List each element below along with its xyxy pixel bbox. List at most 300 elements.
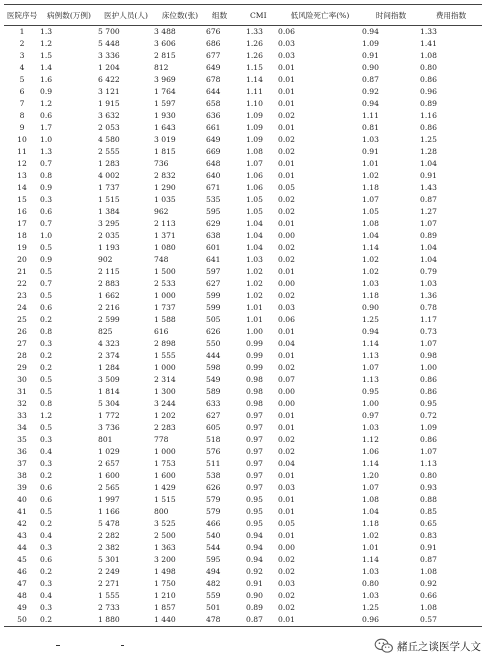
cell-beds: 2 283 [154, 423, 176, 432]
cell-cost-index: 1.07 [420, 219, 437, 228]
table-row [4, 434, 482, 446]
table-row [4, 266, 482, 278]
cell-beds: 1 429 [154, 483, 176, 492]
cell-cost-index: 0.80 [420, 63, 437, 72]
cell-cost-index: 0.80 [420, 471, 437, 480]
table-row [4, 146, 482, 158]
cell-beds: 2 314 [154, 375, 176, 384]
cell-low-risk-mortality: 0.01 [278, 507, 295, 516]
cell-time-index: 1.01 [362, 543, 379, 552]
cell-groups: 595 [206, 555, 221, 564]
cell-cost-index: 1.41 [420, 39, 437, 48]
cell-hospital-no: 32 [17, 399, 27, 408]
cell-groups: 669 [206, 147, 221, 156]
cell-hospital-no: 5 [19, 75, 25, 84]
cell-cases: 0.5 [40, 267, 53, 276]
cell-cmi: 1.10 [246, 99, 263, 108]
cell-cases: 0.2 [40, 614, 98, 627]
cell-cases: 0.7 [40, 159, 53, 168]
table-row [4, 314, 482, 326]
cell-cost-index: 1.28 [420, 147, 437, 156]
table-row [4, 494, 482, 506]
cell-beds: 1 500 [154, 267, 176, 276]
cell-low-risk-mortality: 0.01 [278, 614, 362, 627]
cell-cmi: 1.15 [246, 63, 263, 72]
cell-time-index: 0.94 [362, 99, 379, 108]
cell-cases: 0.5 [40, 387, 53, 396]
cell-time-index: 1.12 [362, 435, 379, 444]
cell-groups: 518 [206, 435, 221, 444]
table-row [4, 350, 482, 362]
cell-time-index: 1.06 [362, 447, 379, 456]
cell-cases: 0.6 [40, 111, 53, 120]
cell-staff: 1 166 [98, 507, 120, 516]
table-row [4, 302, 482, 314]
cell-beds: 2 533 [154, 279, 176, 288]
table-row [4, 206, 482, 218]
cell-cost-index: 0.65 [420, 519, 437, 528]
cell-staff: 5 448 [98, 39, 120, 48]
cell-beds: 778 [154, 435, 169, 444]
watermark-text: 赭丘之谈医学人文 [397, 640, 481, 653]
cell-hospital-no: 2 [19, 39, 25, 48]
cell-staff: 1 204 [98, 63, 120, 72]
cell-low-risk-mortality: 0.02 [278, 567, 295, 576]
cell-staff: 1 997 [98, 495, 120, 504]
cell-time-index: 1.04 [362, 231, 379, 240]
cell-cases: 0.4 [40, 531, 53, 540]
cell-cmi: 1.09 [246, 123, 263, 132]
cell-beds: 1 000 [154, 447, 176, 456]
cell-low-risk-mortality: 0.03 [278, 303, 295, 312]
table-row [4, 398, 482, 410]
cell-cost-index: 0.86 [420, 75, 437, 84]
cell-hospital-no: 3 [19, 51, 25, 60]
cell-staff: 3 509 [98, 375, 120, 384]
cell-cmi: 1.04 [246, 243, 263, 252]
cell-hospital-no: 19 [17, 243, 27, 252]
cell-hospital-no: 18 [17, 231, 27, 240]
cell-groups: 550 [206, 339, 221, 348]
cell-groups: 686 [206, 39, 221, 48]
cell-groups: 595 [206, 207, 221, 216]
cell-groups: 648 [206, 159, 221, 168]
cell-groups: 589 [206, 387, 221, 396]
cell-low-risk-mortality: 0.02 [278, 363, 295, 372]
cell-time-index: 0.97 [362, 411, 379, 420]
table-row [4, 338, 482, 350]
cell-low-risk-mortality: 0.02 [278, 111, 295, 120]
table-row [4, 182, 482, 194]
cell-beds: 1 753 [154, 459, 176, 468]
table-row [4, 470, 482, 482]
cell-time-index: 1.05 [362, 207, 379, 216]
cell-cmi: 0.94 [246, 531, 263, 540]
cell-cases: 0.3 [40, 339, 53, 348]
cell-hospital-no: 41 [17, 507, 27, 516]
cell-time-index: 1.01 [362, 159, 379, 168]
cell-groups: 626 [206, 483, 221, 492]
cell-cmi: 1.33 [246, 27, 263, 36]
cell-cost-index: 0.87 [420, 555, 437, 564]
cell-groups: 661 [206, 123, 221, 132]
cell-cost-index: 0.89 [420, 99, 437, 108]
cell-groups: 678 [206, 75, 221, 84]
cell-time-index: 1.25 [362, 603, 379, 612]
cell-time-index: 0.91 [362, 51, 379, 60]
cell-cases: 0.3 [40, 195, 53, 204]
cell-groups: 640 [206, 171, 221, 180]
cell-hospital-no: 50 [4, 614, 40, 627]
cell-groups: 549 [206, 375, 221, 384]
cell-low-risk-mortality: 0.03 [278, 483, 295, 492]
table-row [4, 602, 482, 614]
cell-cost-index: 0.89 [420, 231, 437, 240]
cell-groups: 605 [206, 423, 221, 432]
cell-low-risk-mortality: 0.02 [278, 555, 295, 564]
cell-time-index: 1.03 [362, 279, 379, 288]
cell-cmi: 0.99 [246, 339, 263, 348]
cell-cases: 1.3 [40, 27, 53, 36]
cell-groups: 599 [206, 303, 221, 312]
cell-cases: 0.6 [40, 495, 53, 504]
cell-low-risk-mortality: 0.02 [278, 591, 295, 600]
cell-hospital-no: 16 [17, 207, 27, 216]
cell-groups: 649 [206, 135, 221, 144]
cell-time-index: 1.14 [362, 459, 379, 468]
cell-staff: 2 216 [98, 303, 120, 312]
cell-cmi: 0.94 [246, 555, 263, 564]
cell-beds: 1 035 [154, 195, 176, 204]
cell-cases: 0.9 [40, 87, 53, 96]
cell-cases: 0.2 [40, 351, 53, 360]
table-row [4, 62, 482, 74]
cell-time-index: 1.13 [362, 375, 379, 384]
cell-cases: 0.7 [40, 279, 53, 288]
cell-staff: 2 883 [98, 279, 120, 288]
cell-cmi: 0.98 [246, 387, 263, 396]
cell-time-index: 1.11 [362, 111, 379, 120]
cell-time-index: 1.18 [362, 291, 379, 300]
cell-cost-index: 0.98 [420, 351, 437, 360]
table-row [4, 386, 482, 398]
table-row [4, 326, 482, 338]
cell-beds: 3 019 [154, 135, 176, 144]
cell-hospital-no: 4 [19, 63, 25, 72]
table-row [4, 518, 482, 530]
cell-cost-index: 1.36 [420, 291, 437, 300]
cell-groups: 627 [206, 411, 221, 420]
cell-beds: 2 815 [154, 51, 176, 60]
cell-low-risk-mortality: 0.02 [278, 603, 295, 612]
table-body [4, 26, 482, 627]
cell-beds: 1 750 [154, 579, 176, 588]
table-row [4, 362, 482, 374]
table-row [4, 542, 482, 554]
cell-cost-index: 1.17 [420, 315, 437, 324]
cell-groups: 638 [206, 231, 221, 240]
cell-time-index: 0.92 [362, 87, 379, 96]
cell-low-risk-mortality: 0.02 [278, 147, 295, 156]
cell-hospital-no: 23 [17, 291, 27, 300]
cell-cost-index: 1.04 [420, 255, 437, 264]
table-row [4, 230, 482, 242]
cell-cmi: 1.02 [246, 279, 263, 288]
cell-hospital-no: 15 [17, 195, 27, 204]
cell-cases: 0.3 [40, 543, 53, 552]
cell-hospital-no: 14 [17, 183, 27, 192]
cell-staff: 2 374 [98, 351, 120, 360]
cell-staff: 2 115 [98, 267, 120, 276]
cell-beds: 1 080 [154, 243, 176, 252]
cell-groups: 601 [206, 243, 221, 252]
cell-time-index: 1.14 [362, 339, 379, 348]
cell-hospital-no: 31 [17, 387, 27, 396]
cell-low-risk-mortality: 0.04 [278, 459, 295, 468]
cell-staff: 2 555 [98, 147, 120, 156]
cell-cost-index: 0.73 [420, 327, 437, 336]
cell-low-risk-mortality: 0.07 [278, 375, 295, 384]
cell-groups: 649 [206, 63, 221, 72]
cell-low-risk-mortality: 0.01 [278, 411, 295, 420]
cell-staff: 1 814 [98, 387, 120, 396]
cell-cost-index: 1.43 [420, 183, 437, 192]
cell-cases: 0.5 [40, 375, 53, 384]
cell-beds: 1 300 [154, 387, 176, 396]
cell-groups: 626 [206, 327, 221, 336]
cell-staff: 1 193 [98, 243, 120, 252]
cell-cmi: 1.01 [246, 315, 263, 324]
cell-groups: 636 [206, 111, 221, 120]
cell-groups: 535 [206, 195, 221, 204]
cell-hospital-no: 35 [17, 435, 27, 444]
cell-beds: 1 597 [154, 99, 176, 108]
cell-groups: 641 [206, 255, 221, 264]
cell-low-risk-mortality: 0.01 [278, 327, 295, 336]
cell-time-index: 0.95 [362, 387, 379, 396]
cell-low-risk-mortality: 0.00 [278, 387, 295, 396]
cell-staff: 3 632 [98, 111, 120, 120]
cell-time-index: 0.94 [362, 27, 379, 36]
cell-time-index: 1.08 [362, 219, 379, 228]
cell-cmi: 0.97 [246, 435, 263, 444]
cell-cmi: 1.01 [246, 303, 263, 312]
cell-cases: 0.4 [40, 447, 53, 456]
cell-cases: 1.6 [40, 75, 53, 84]
footer-mark [121, 645, 124, 646]
cell-beds: 1 600 [154, 471, 176, 480]
cell-cost-index: 1.08 [420, 51, 437, 60]
cell-groups: 576 [206, 447, 221, 456]
cell-cmi: 0.95 [246, 507, 263, 516]
cell-staff: 5 478 [98, 519, 120, 528]
cell-time-index: 1.02 [362, 255, 379, 264]
cell-beds: 2 898 [154, 339, 176, 348]
cell-low-risk-mortality: 0.05 [278, 183, 295, 192]
cell-low-risk-mortality: 0.00 [278, 543, 295, 552]
cell-hospital-no: 38 [17, 471, 27, 480]
cell-low-risk-mortality: 0.03 [278, 51, 295, 60]
cell-cost-index: 0.86 [420, 123, 437, 132]
cell-cases: 0.6 [40, 303, 53, 312]
cell-groups: 633 [206, 399, 221, 408]
cell-cases: 0.3 [40, 579, 53, 588]
cell-time-index: 1.02 [362, 531, 379, 540]
cell-cmi: 0.94 [246, 543, 263, 552]
cell-time-index: 0.96 [362, 614, 420, 627]
table-row [4, 554, 482, 566]
cell-beds: 1 000 [154, 291, 176, 300]
cell-cmi: 0.99 [246, 363, 263, 372]
cell-cmi: 1.08 [246, 147, 263, 156]
cell-hospital-no: 1 [19, 27, 25, 36]
cell-beds: 1 764 [154, 87, 176, 96]
cell-staff: 3 736 [98, 423, 120, 432]
cell-staff: 3 121 [98, 87, 120, 96]
table-row [4, 98, 482, 110]
cell-low-risk-mortality: 0.02 [278, 435, 295, 444]
table-row [4, 446, 482, 458]
cell-cases: 1.3 [40, 147, 53, 156]
cell-cases: 1.5 [40, 51, 53, 60]
cell-cost-index: 1.16 [420, 111, 437, 120]
cell-low-risk-mortality: 0.00 [278, 399, 295, 408]
cell-hospital-no: 43 [17, 531, 27, 540]
cell-groups: 444 [206, 351, 221, 360]
cell-beds: 1 555 [154, 351, 176, 360]
cell-cost-index: 0.87 [420, 195, 437, 204]
cell-cost-index: 0.78 [420, 303, 437, 312]
cell-staff: 2 565 [98, 483, 120, 492]
cell-hospital-no: 37 [17, 459, 27, 468]
cell-cases: 0.8 [40, 171, 53, 180]
footer-mark [56, 645, 60, 646]
header-time-index: 时间指数 [362, 5, 420, 26]
cell-hospital-no: 21 [17, 267, 27, 276]
cell-staff: 801 [98, 435, 113, 444]
cell-cases: 0.6 [40, 483, 53, 492]
cell-low-risk-mortality: 0.02 [278, 135, 295, 144]
cell-hospital-no: 40 [17, 495, 27, 504]
cell-beds: 1 737 [154, 303, 176, 312]
cell-beds: 616 [154, 327, 169, 336]
cell-low-risk-mortality: 0.01 [278, 471, 295, 480]
cell-cmi: 0.97 [246, 483, 263, 492]
cell-groups: 579 [206, 495, 221, 504]
cell-cost-index: 1.27 [420, 207, 437, 216]
cell-cmi: 0.91 [246, 579, 263, 588]
header-cmi: CMI [246, 5, 278, 26]
table-row [4, 530, 482, 542]
cell-time-index: 1.03 [362, 423, 379, 432]
cell-staff: 902 [98, 255, 113, 264]
header-cases: 病例数(万例) [40, 5, 98, 26]
cell-time-index: 0.90 [362, 303, 379, 312]
cell-staff: 825 [98, 327, 113, 336]
cell-cost-index: 0.95 [420, 399, 437, 408]
cell-staff: 1 880 [98, 614, 154, 627]
cell-cmi: 0.95 [246, 495, 263, 504]
cell-staff: 2 599 [98, 315, 120, 324]
cell-cmi: 1.09 [246, 135, 263, 144]
cell-cmi: 1.26 [246, 39, 263, 48]
cell-low-risk-mortality: 0.06 [278, 315, 295, 324]
cell-time-index: 1.03 [362, 135, 379, 144]
cell-low-risk-mortality: 0.03 [278, 579, 295, 588]
cell-cases: 0.4 [40, 591, 53, 600]
cell-cmi: 0.90 [246, 591, 263, 600]
table-row [4, 74, 482, 86]
cell-cost-index: 1.04 [420, 159, 437, 168]
cell-time-index: 1.07 [362, 195, 379, 204]
header-low-risk-mortality: 低风险死亡率(%) [278, 5, 362, 26]
cell-hospital-no: 42 [17, 519, 27, 528]
cell-low-risk-mortality: 0.01 [278, 75, 295, 84]
cell-low-risk-mortality: 0.01 [278, 531, 295, 540]
cell-staff: 2 249 [98, 567, 120, 576]
cell-low-risk-mortality: 0.02 [278, 207, 295, 216]
cell-beds: 962 [154, 207, 169, 216]
cell-time-index: 0.87 [362, 75, 379, 84]
cell-time-index: 1.07 [362, 483, 379, 492]
cell-hospital-no: 44 [17, 543, 27, 552]
cell-cases: 0.7 [40, 219, 53, 228]
cell-time-index: 0.90 [362, 63, 379, 72]
cell-cmi: 1.04 [246, 231, 263, 240]
cell-cost-index: 1.08 [420, 567, 437, 576]
cell-low-risk-mortality: 0.03 [278, 39, 295, 48]
cell-time-index: 1.04 [362, 507, 379, 516]
cell-cost-index: 1.04 [420, 243, 437, 252]
cell-time-index: 1.03 [362, 591, 379, 600]
cell-hospital-no: 26 [17, 327, 27, 336]
cell-cases: 0.5 [40, 507, 53, 516]
cell-cmi: 1.14 [246, 75, 263, 84]
cell-staff: 4 323 [98, 339, 120, 348]
cell-hospital-no: 47 [17, 579, 27, 588]
cell-hospital-no: 17 [17, 219, 27, 228]
cell-staff: 2 657 [98, 459, 120, 468]
table-row [4, 566, 482, 578]
cell-hospital-no: 28 [17, 351, 27, 360]
cell-cost-index: 1.00 [420, 363, 437, 372]
cell-beds: 2 500 [154, 531, 176, 540]
cell-cost-index: 0.91 [420, 543, 437, 552]
cell-cases: 0.8 [40, 327, 53, 336]
cell-beds: 1 371 [154, 231, 176, 240]
cell-hospital-no: 36 [17, 447, 27, 456]
cell-hospital-no: 20 [17, 255, 27, 264]
cell-hospital-no: 45 [17, 555, 27, 564]
cell-groups: 629 [206, 219, 221, 228]
cell-low-risk-mortality: 0.02 [278, 243, 295, 252]
cell-beds: 1 643 [154, 123, 176, 132]
cell-staff: 5 700 [98, 27, 120, 36]
cell-staff: 1 284 [98, 363, 120, 372]
cell-cost-index: 0.72 [420, 411, 437, 420]
cell-cmi: 0.92 [246, 567, 263, 576]
cell-cmi: 1.05 [246, 207, 263, 216]
cell-hospital-no: 46 [17, 567, 27, 576]
cell-cost-index: 0.86 [420, 387, 437, 396]
cell-low-risk-mortality: 0.01 [278, 219, 295, 228]
table-row [4, 290, 482, 302]
cell-cost-index: 1.07 [420, 447, 437, 456]
cell-cases: 0.6 [40, 555, 53, 564]
cell-low-risk-mortality: 0.02 [278, 447, 295, 456]
cell-cmi: 0.97 [246, 471, 263, 480]
cell-beds: 1 498 [154, 567, 176, 576]
